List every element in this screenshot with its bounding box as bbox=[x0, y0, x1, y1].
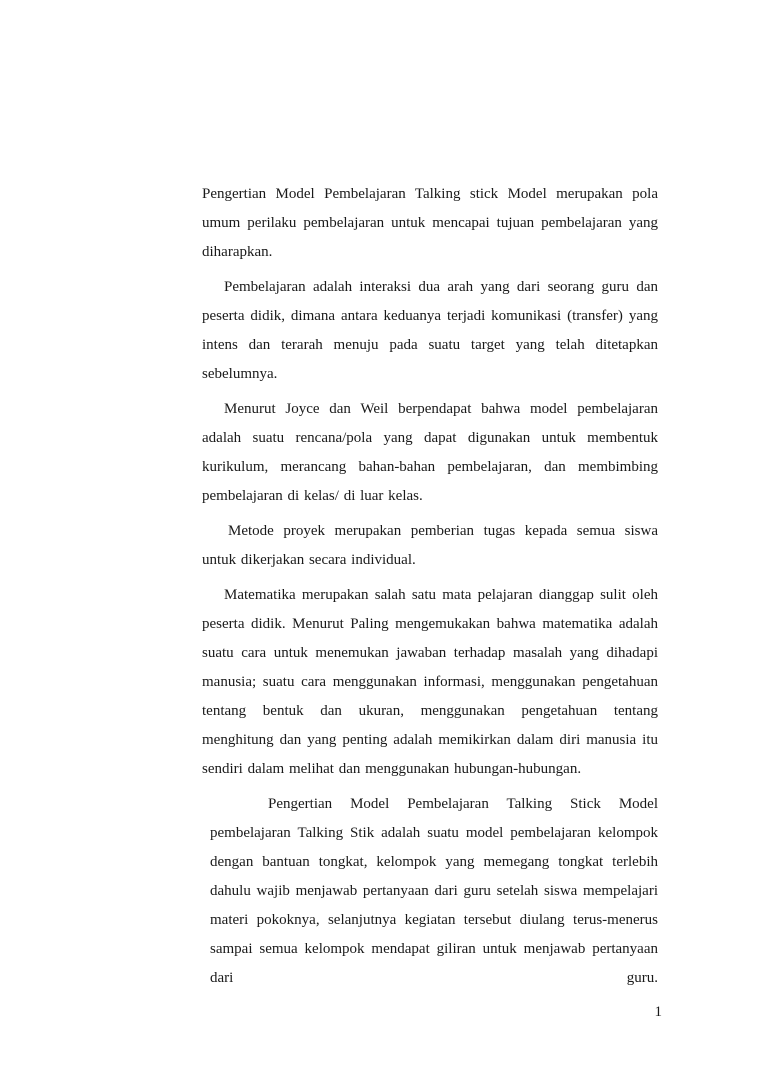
page-number: 1 bbox=[654, 1004, 662, 1020]
document-body bbox=[202, 180, 658, 999]
paragraph-metode-proyek: Metode proyek merupakan pemberian tugas kepada semua siswa untuk dikerjakan secara individual. bbox=[202, 523, 658, 568]
paragraph-joyce-weil: Menurut Joyce dan Weil berpendapat bahwa model pembelajaran adalah suatu rencana/pola yang dapat digunakan untuk membentuk kurikulum, merancang bahan-bahan pembelajaran, dan membimbing pembelajaran di kelas/ di luar kelas. bbox=[202, 401, 658, 504]
paragraph-talking-stick-definition: Pengertian Model Pembelajaran Talking stick Model merupakan pola umum perilaku pembelajaran untuk mencapai tujuan pembelajaran yang diharapkan. bbox=[202, 186, 658, 260]
paragraph-talking-stick-model: Pengertian Model Pembelajaran Talking Stick Model pembelajaran Talking Stik adalah suatu model pembelajaran kelompok dengan bantuan tongkat, kelompok yang memegang tongkat terlebih dahulu wajib menjawab pertanyaan dari guru setelah siswa mempelajari materi pokoknya, selanjutnya kegiatan tersebut diulang terus-menerus sampai semua kelompok mendapat giliran untuk menjawab pertanyaan dari guru. bbox=[210, 796, 658, 986]
paragraph-pembelajaran: Pembelajaran adalah interaksi dua arah yang dari seorang guru dan peserta didik, dimana antara keduanya terjadi komunikasi (transfer) yang intens dan terarah menuju pada suatu target yang telah ditetapkan sebelumnya. bbox=[202, 279, 658, 382]
paragraph-matematika: Matematika merupakan salah satu mata pelajaran dianggap sulit oleh peserta didik. Menurut Paling mengemukakan bahwa matematika adalah suatu cara untuk menemukan jawaban terhadap masalah yang dihadapi manusia; suatu cara menggunakan informasi, menggunakan pengetahuan tentang bentuk dan ukuran, menggunakan pengetahuan tentang menghitung dan yang penting adalah memikirkan dalam diri manusia itu sendiri dalam melihat dan menggunakan hubungan-hubungan. bbox=[202, 587, 658, 777]
